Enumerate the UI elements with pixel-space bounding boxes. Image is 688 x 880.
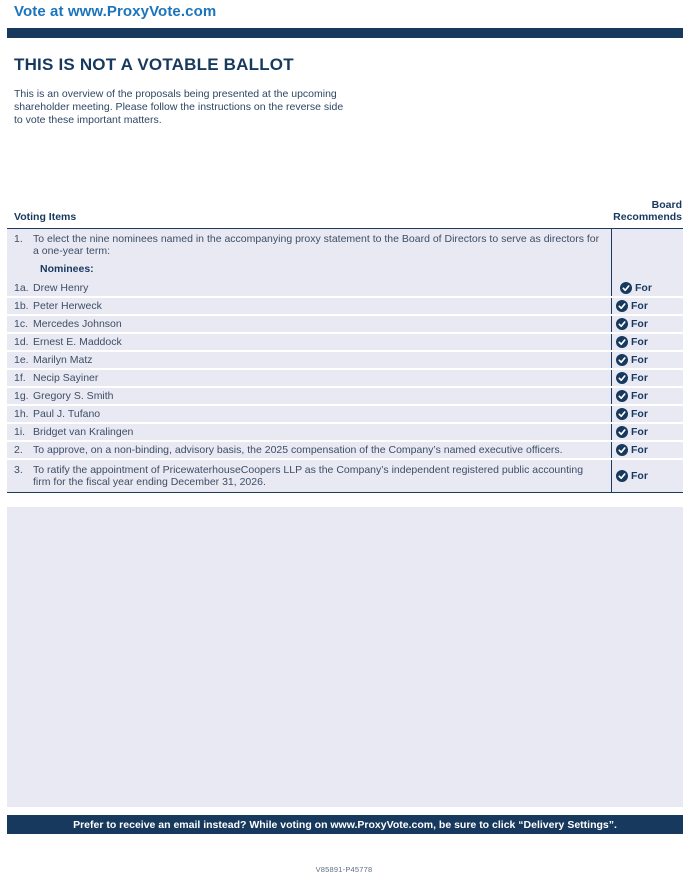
check-circle-icon	[616, 470, 628, 482]
check-circle-icon	[616, 300, 628, 312]
recommendation-cell	[612, 229, 682, 296]
vote-url-heading: Vote at www.ProxyVote.com	[14, 3, 217, 20]
board-recommendation	[616, 282, 682, 294]
nominee-number: 1d.	[14, 336, 29, 348]
table-row	[7, 406, 683, 422]
table-row	[7, 370, 683, 386]
voting-items-table	[7, 228, 683, 493]
delivery-settings-banner	[7, 815, 683, 834]
document-code: V85891-P45778	[315, 865, 373, 874]
board-recommendation	[612, 298, 682, 314]
proposal-1-block	[7, 229, 683, 296]
board-recommendation	[612, 352, 682, 368]
nominee-number: 1e.	[14, 354, 29, 366]
recommend-label: For	[631, 336, 648, 348]
nominee-name: Bridget van Kralingen	[33, 426, 134, 438]
nominee-number: 1b.	[14, 300, 29, 312]
board-recommendation	[612, 334, 682, 350]
recommend-label: For	[631, 390, 648, 402]
recommend-label: For	[631, 372, 648, 384]
board-recommendation	[612, 370, 682, 386]
recommend-label: For	[631, 444, 648, 456]
nominee-name: Ernest E. Maddock	[33, 336, 122, 348]
header-divider-bar	[7, 28, 683, 38]
check-circle-icon	[616, 318, 628, 330]
nominee-name: Drew Henry	[33, 281, 89, 294]
nominee-name: Paul J. Tufano	[33, 408, 101, 420]
recommend-label: For	[631, 300, 648, 312]
board-recommendation	[612, 388, 682, 404]
proposal-text: To ratify the appointment of PricewaterhouseCoopers LLP as the Company’s independent registered public accounting firm for the fiscal year ending December 31, 2026.	[33, 464, 584, 488]
table-row	[7, 388, 683, 404]
table-row	[7, 316, 683, 332]
nominee-name: Marilyn Matz	[33, 354, 93, 366]
nominee-name: Mercedes Johnson	[33, 318, 122, 330]
table-row	[7, 424, 683, 440]
nominee-number: 1h.	[14, 408, 29, 420]
check-circle-icon	[616, 426, 628, 438]
nominee-name: Gregory S. Smith	[33, 390, 114, 402]
check-circle-icon	[616, 390, 628, 402]
recommend-label: For	[631, 354, 648, 366]
board-recommendation	[612, 460, 682, 492]
recommend-label: For	[631, 408, 648, 420]
voting-items-column-header: Voting Items	[14, 211, 77, 223]
recommend-label: For	[631, 426, 648, 438]
proposal-number: 3.	[14, 464, 23, 476]
page-title: THIS IS NOT A VOTABLE BALLOT	[14, 55, 294, 74]
check-circle-icon	[616, 408, 628, 420]
empty-shaded-region	[7, 507, 683, 807]
nominee-number: 1i.	[14, 426, 26, 438]
recommend-label: For	[635, 282, 652, 294]
proposal-number: 2.	[14, 444, 23, 456]
proposal-2-row	[7, 442, 683, 458]
board-recommendation	[612, 424, 682, 440]
table-row	[7, 298, 683, 314]
board-recommendation	[612, 442, 682, 458]
check-circle-icon	[616, 354, 628, 366]
board-recommendation	[612, 316, 682, 332]
proposal-3-row	[7, 460, 683, 492]
nominee-number: 1a.	[14, 281, 29, 294]
recommend-label: For	[631, 318, 648, 330]
check-circle-icon	[620, 282, 632, 294]
board-recommendation	[612, 406, 682, 422]
board-recommends-column-header: Board Recommends	[613, 199, 682, 223]
recommend-label: For	[631, 470, 648, 482]
table-row	[7, 279, 611, 296]
nominee-number: 1f.	[14, 372, 26, 384]
proposal-number: 1.	[14, 233, 23, 245]
nominee-name: Necip Sayiner	[33, 372, 99, 384]
check-circle-icon	[616, 336, 628, 348]
ballot-description: This is an overview of the proposals being presented at the upcoming shareholder meeting. Please follow the instructions on the reverse side to vote these important matters.	[14, 88, 344, 126]
check-circle-icon	[616, 372, 628, 384]
proposal-1-cell	[7, 229, 612, 296]
nominee-number: 1g.	[14, 390, 29, 402]
proposal-text: To elect the nine nominees named in the accompanying proxy statement to the Board of Directors to serve as directors for a one-year term:	[33, 233, 600, 257]
nominee-name: Peter Herweck	[33, 300, 102, 312]
nominees-label: Nominees:	[40, 263, 94, 275]
table-row	[7, 352, 683, 368]
nominee-number: 1c.	[14, 318, 29, 330]
table-row	[7, 334, 683, 350]
proposal-text: To approve, on a non-binding, advisory basis, the 2025 compensation of the Company’s named executive officers.	[33, 444, 563, 456]
check-circle-icon	[616, 444, 628, 456]
banner-text: Prefer to receive an email instead? While voting on www.ProxyVote.com, be sure to click “Delivery Settings”.	[73, 818, 617, 831]
